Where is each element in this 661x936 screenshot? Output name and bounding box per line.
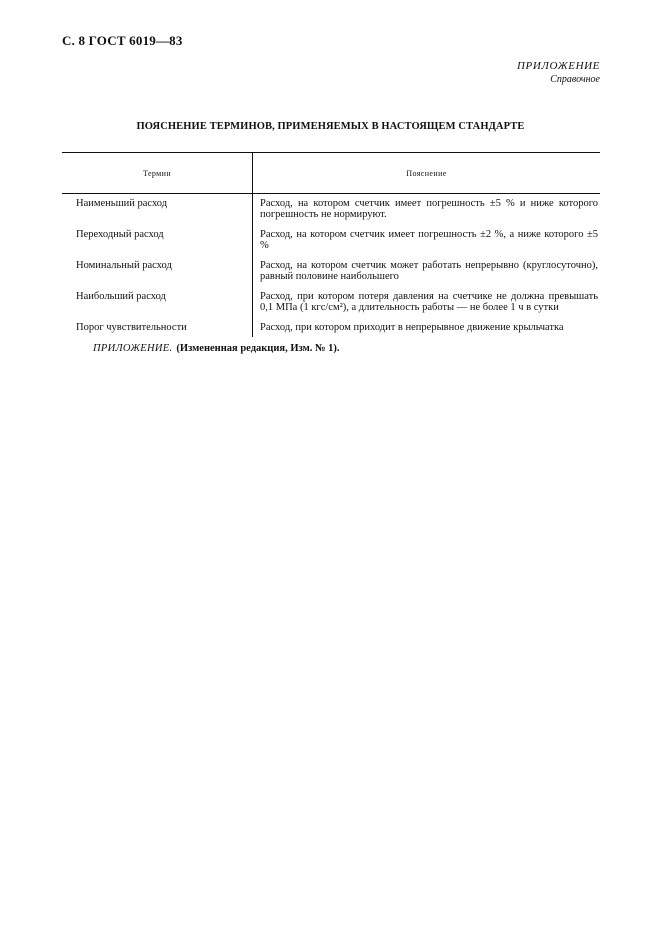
terms-table xyxy=(62,152,600,337)
table-row xyxy=(62,319,600,337)
table-header-row xyxy=(62,153,600,194)
document-title: ПОЯСНЕНИЕ ТЕРМИНОВ, ПРИМЕНЯЕМЫХ В НАСТОЯЩЕМ СТАНДАРТЕ xyxy=(136,121,525,132)
term-cell: Наибольший расход xyxy=(62,288,253,319)
explanation-cell: Расход, при котором потеря давления на счетчике не должна превышать 0,1 МПа (1 кгс/см²), а длительность работы — не более 1 ч в сутки xyxy=(260,291,598,313)
column-header-explanation: Пояснение xyxy=(253,153,601,194)
term-cell: Переходный расход xyxy=(62,226,253,257)
explanation-cell: Расход, на котором счетчик имеет погрешность ±5 % и ниже которого погрешность не нормируют. xyxy=(260,198,598,220)
table-row xyxy=(62,226,600,257)
amendment-note xyxy=(93,343,340,354)
table-row xyxy=(62,257,600,288)
column-header-term: Термин xyxy=(62,153,253,194)
table-row xyxy=(62,288,600,319)
term-cell: Номинальный расход xyxy=(62,257,253,288)
page-header: С. 8 ГОСТ 6019—83 xyxy=(62,33,183,48)
term-cell: Порог чувствительности xyxy=(62,319,253,337)
table-row xyxy=(62,194,600,227)
term-cell: Наименьший расход xyxy=(62,194,253,227)
appendix-title: ПРИЛОЖЕНИЕ xyxy=(517,60,600,72)
appendix-subtitle: Справочное xyxy=(550,74,600,85)
appendix-block xyxy=(517,60,600,86)
explanation-cell: Расход, на котором счетчик имеет погрешность ±2 %, а ниже которого ±5 % xyxy=(260,229,598,251)
amendment-note-text: (Измененная редакция, Изм. № 1). xyxy=(176,343,340,354)
explanation-cell: Расход, при котором приходит в непрерывное движение крыльчатка xyxy=(260,322,564,333)
amendment-note-label: ПРИЛОЖЕНИЕ. xyxy=(93,343,173,354)
explanation-cell: Расход, на котором счетчик может работать непрерывно (круглосуточно), равный половине наибольшего xyxy=(260,260,598,282)
